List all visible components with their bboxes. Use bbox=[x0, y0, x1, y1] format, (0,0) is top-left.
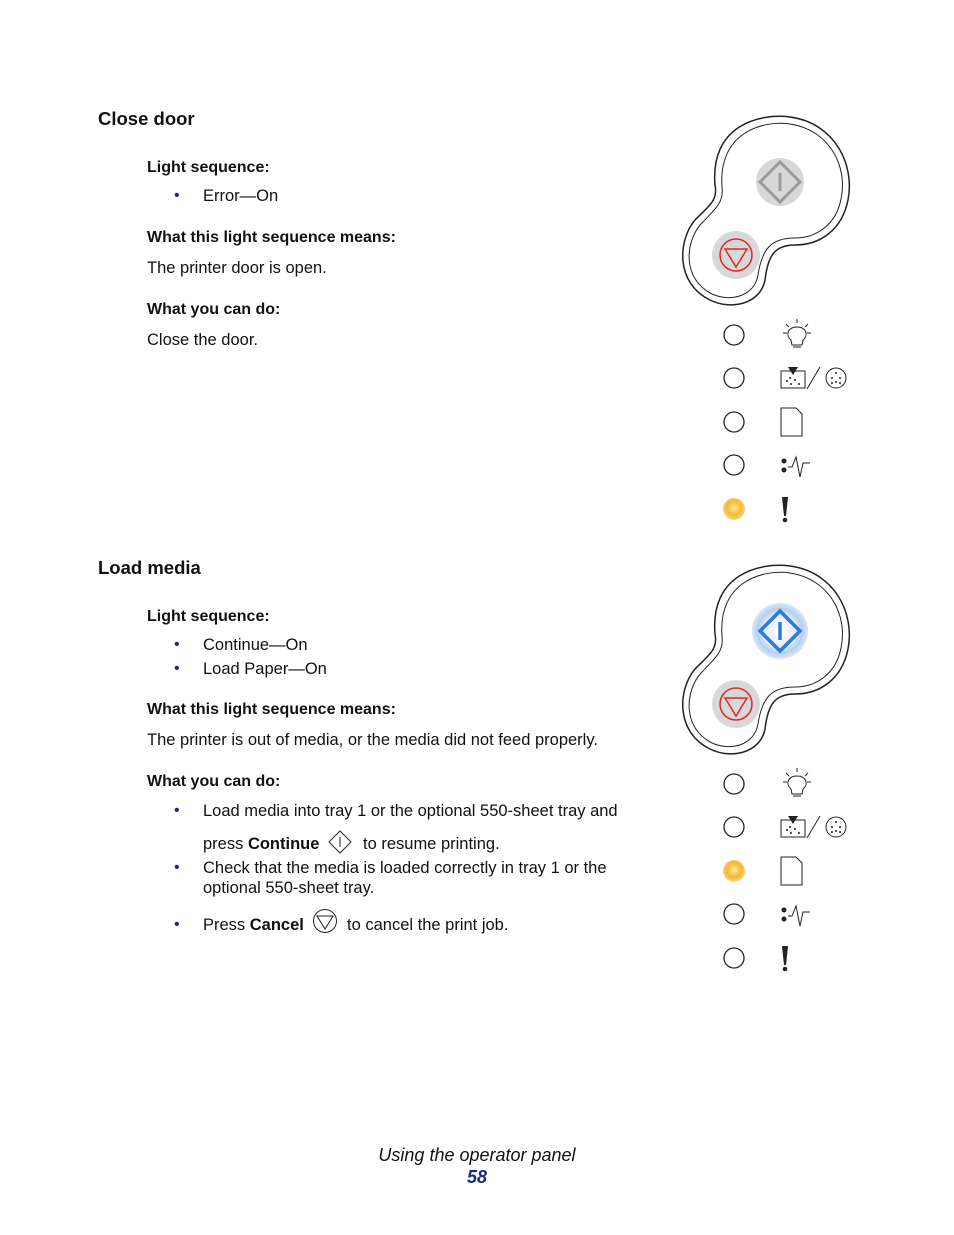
cancel-button[interactable] bbox=[712, 680, 760, 728]
continue-button-lit[interactable] bbox=[752, 603, 808, 659]
cancel-label: Cancel bbox=[249, 916, 304, 934]
means-heading: What this light sequence means: bbox=[147, 701, 396, 718]
error-light bbox=[724, 948, 744, 968]
ready-bulb-icon bbox=[783, 768, 811, 796]
todo-item-3-suffix: to cancel the print job. bbox=[347, 916, 509, 934]
panel-outline bbox=[683, 116, 850, 305]
bullet: • bbox=[174, 636, 180, 653]
light-sequence-item: Error—On bbox=[203, 187, 279, 205]
continue-label: Continue bbox=[247, 835, 320, 853]
todo-text: Close the door. bbox=[147, 331, 258, 349]
load-paper-light bbox=[723, 860, 745, 882]
bullet: • bbox=[174, 187, 180, 204]
panel-outline bbox=[683, 565, 850, 754]
cancel-icon bbox=[311, 907, 339, 935]
bullet: • bbox=[174, 859, 180, 876]
light-sequence-heading: Light sequence: bbox=[147, 159, 270, 176]
ready-light bbox=[724, 774, 744, 794]
operator-panel-load-media bbox=[670, 554, 860, 984]
todo-text: press bbox=[203, 835, 248, 853]
error-light bbox=[723, 498, 745, 520]
todo-heading: What you can do: bbox=[147, 301, 281, 318]
todo-item-1-line-2 bbox=[203, 835, 319, 854]
todo-text: Press bbox=[203, 916, 250, 934]
ready-bulb-icon bbox=[783, 319, 811, 347]
section-title-close-door: Close door bbox=[98, 108, 195, 129]
continue-icon bbox=[327, 829, 353, 855]
continue-button[interactable] bbox=[756, 158, 804, 206]
paper-jam-icon bbox=[782, 906, 811, 926]
light-sequence-heading: Light sequence: bbox=[147, 608, 270, 625]
bullet: • bbox=[174, 660, 180, 677]
toner-icon bbox=[781, 816, 846, 838]
toner-light bbox=[724, 817, 744, 837]
operator-panel-close-door bbox=[670, 105, 860, 535]
todo-item-1-line-1: Load media into tray 1 or the optional 550-sheet tray and bbox=[203, 802, 618, 820]
error-exclamation-icon bbox=[782, 497, 788, 522]
todo-item-3 bbox=[203, 916, 304, 935]
light-sequence-item: Load Paper—On bbox=[203, 660, 327, 678]
todo-item-2-line-2: optional 550-sheet tray. bbox=[203, 879, 375, 897]
means-heading: What this light sequence means: bbox=[147, 229, 396, 246]
todo-item-1-suffix: to resume printing. bbox=[363, 835, 500, 853]
means-text: The printer is out of media, or the media did not feed properly. bbox=[147, 731, 598, 749]
paper-jam-light bbox=[724, 904, 744, 924]
load-paper-light bbox=[724, 412, 744, 432]
bullet: • bbox=[174, 916, 180, 933]
paper-icon bbox=[781, 857, 802, 885]
cancel-button[interactable] bbox=[712, 231, 760, 279]
toner-icon bbox=[781, 367, 846, 389]
toner-light bbox=[724, 368, 744, 388]
error-exclamation-icon bbox=[782, 946, 788, 971]
page-number: 58 bbox=[466, 1167, 488, 1187]
paper-icon bbox=[781, 408, 802, 436]
means-text: The printer door is open. bbox=[147, 259, 327, 277]
footer-title: Using the operator panel bbox=[378, 1145, 576, 1165]
paper-jam-icon bbox=[782, 457, 811, 477]
section-title-load-media: Load media bbox=[98, 557, 201, 578]
light-sequence-item: Continue—On bbox=[203, 636, 308, 654]
bullet: • bbox=[174, 802, 180, 819]
ready-light bbox=[724, 325, 744, 345]
todo-heading: What you can do: bbox=[147, 773, 281, 790]
paper-jam-light bbox=[724, 455, 744, 475]
todo-item-2-line-1: Check that the media is loaded correctly in tray 1 or the bbox=[203, 859, 607, 877]
